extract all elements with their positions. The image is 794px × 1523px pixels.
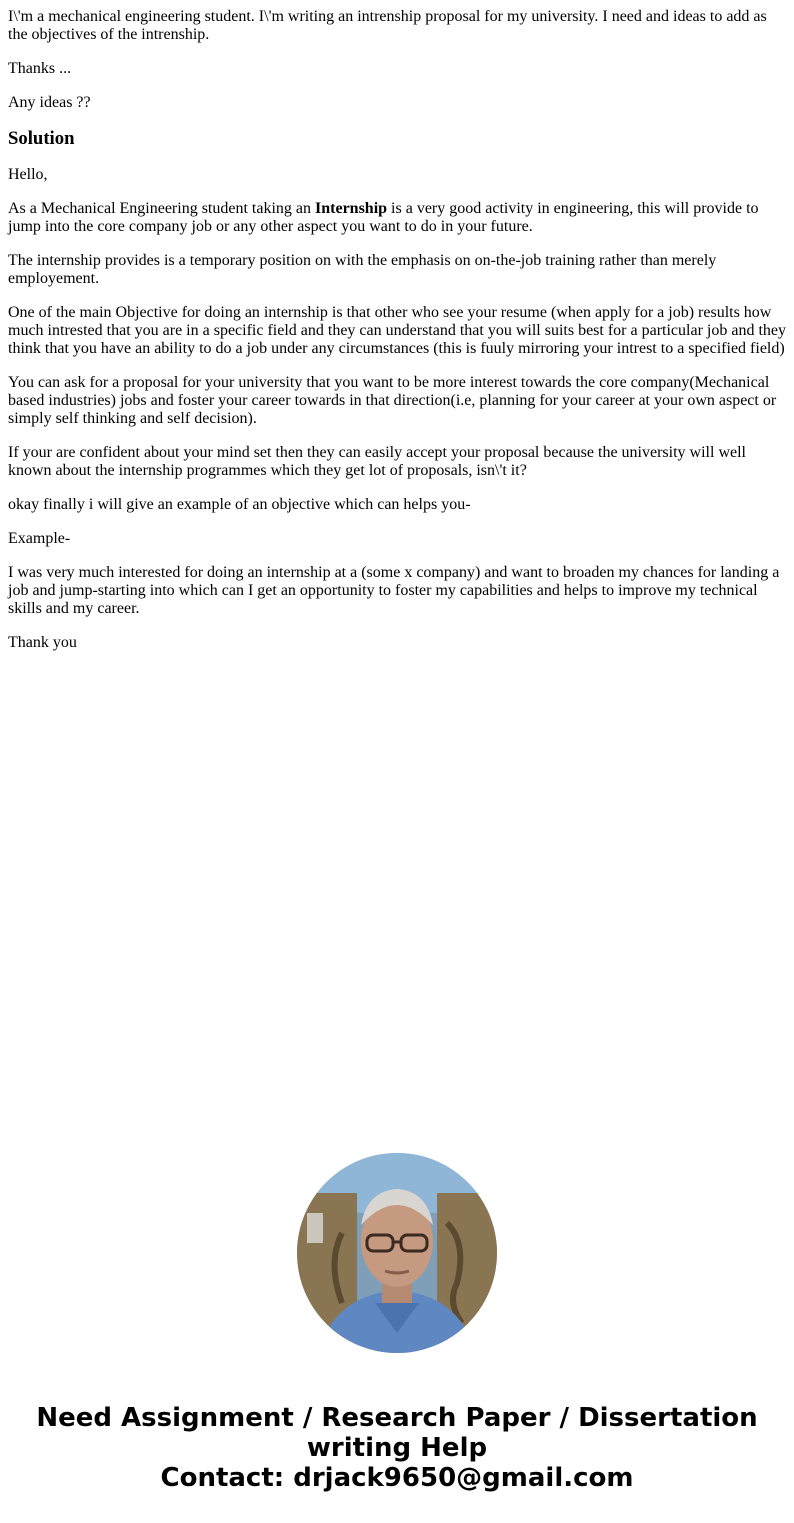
solution-paragraph: I was very much interested for doing an internship at a (some x company) and want to broaden my chances for landing a job and jump-starting into which can I get an opportunity to foster my capabilities and helps to improve my technical skills and my career.	[8, 564, 780, 617]
help-banner	[0, 1403, 794, 1493]
intro-paragraph	[8, 200, 786, 236]
intro-text: is a very good activity in engineering, this will provide to jump into the core company job or any other aspect you want to do in your future.	[8, 200, 759, 235]
solution-paragraph: One of the main Objective for doing an internship is that other who see your resume (when apply for a job) results how much intrested that you are in a specific field and they can understand that you will suits best for a particular job and they think that you have an ability to do a job under any circumstances (this is fuuly mirroring your intrest to a specified field)	[8, 304, 786, 357]
solution-paragraph: Thank you	[8, 634, 77, 651]
contact-email: Contact: drjack9650@gmail.com	[160, 1463, 634, 1493]
solution-paragraph: The internship provides is a temporary position on with the emphasis on on-the-job training rather than merely employement.	[8, 252, 717, 287]
question-paragraph: I\'m a mechanical engineering student. I\'m writing an intrenship proposal for my university. I need and ideas to add as the objectives of the intrenship.	[8, 8, 767, 43]
solution-paragraph: You can ask for a proposal for your university that you want to be more interest towards the core company(Mechanical based industries) jobs and foster your career towards in that direction(i.e, planning for your career at your own aspect or simply self thinking and self decision).	[8, 374, 777, 427]
intro-bold-term: Internship	[315, 200, 388, 217]
question-paragraph: Any ideas ??	[8, 94, 91, 111]
question-paragraph: Thanks ...	[8, 60, 72, 77]
solution-paragraph: If your are confident about your mind set then they can easily accept your proposal because the university will well known about the internship programmes which they get lot of proposals, isn\'t it?	[8, 444, 746, 479]
document-body	[0, 0, 794, 652]
solution-paragraph: Example-	[8, 530, 71, 547]
avatar-portrait	[297, 1153, 497, 1353]
greeting: Hello,	[8, 166, 48, 183]
solution-heading: Solution	[8, 128, 75, 149]
avatar	[297, 1153, 497, 1353]
help-banner-line: Need Assignment / Research Paper / Dissertation	[36, 1403, 758, 1433]
intro-text: As a Mechanical Engineering student taking an	[8, 200, 316, 217]
help-banner-line: writing Help	[306, 1433, 488, 1463]
solution-paragraph: okay finally i will give an example of an objective which can helps you-	[8, 496, 471, 513]
